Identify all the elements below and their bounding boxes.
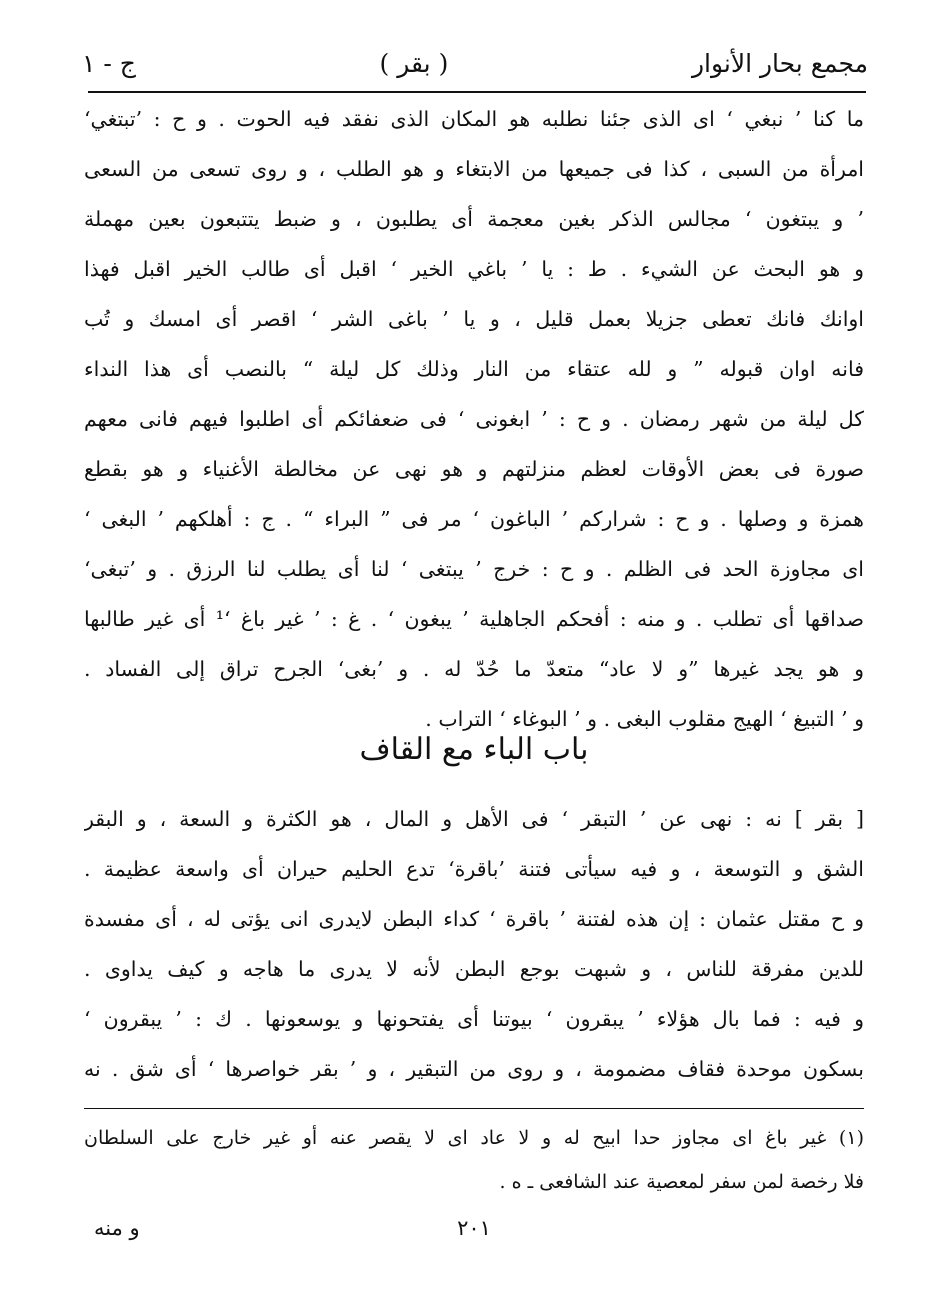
text-line: كل ليلة من شهر رمضان . و ح : ’ ابغونى ‘ فى ضعفائكم أى اطلبوا فيهم فانى معهم [84,407,864,431]
running-header [82,38,868,88]
text-line: و هو البحث عن الشيء . ط : يا ’ باغي الخير ‘ اقبل أى طالب الخير اقبل فهذا [84,257,864,281]
footnote-line: فلا رخصة لمن سفر لمعصية عند الشافعى ـ ه . [499,1171,864,1193]
text-line: همزة و وصلها . و ح : شراركم ’ الباغون ‘ مر فى ” البراء “ . ج : أهلكهم ’ البغى ‘ [84,507,864,531]
footnote-rule [84,1108,864,1109]
text-line: ما كنا ’ نبغي ‘ اى الذى جئنا نطلبه هو المكان الذى نفقد فيه الحوت . و ح : ’تبتغي‘ [84,107,864,131]
text-line: اوانك فانك تعطى جزيلا بعمل قليل ، و يا ’ باغى الشر ‘ اقصر أى امسك و تُب [84,307,864,331]
text-line: و ح مقتل عثمان : إن هذه لفتنة ’ باقرة ‘ كداء البطن لايدرى انى يؤتى له ، أى مفسدة [84,907,864,931]
text-line: ’ و يبتغون ‘ مجالس الذكر بغين معجمة أى يطلبون ، و ضبط يتتبعون بعين مهملة [84,207,864,231]
text-line: الشق و التوسعة ، و فيه سيأتى فتنة ’باقرة‘ تدع الحليم حيران أى واسعة عظيمة . [84,857,864,881]
entry-word: ( بقر ) [379,48,449,78]
page-footer [84,1208,864,1248]
text-line: للدين مفرقة للناس ، و شبهت بوجع البطن لأنه لا يدرى ما هاجه و كيف يداوى . [84,957,864,981]
text-line: صورة فى بعض الأوقات لعظم منزلتهم و هو نهى عن مخالطة الأغنياء و هو بقطع [84,457,864,481]
text-line: اى مجاوزة الحد فى الظلم . و ح : خرج ’ يبتغى ‘ لنا أى يطلب لنا الرزق . و ’تبغى‘ [84,557,864,581]
text-line: فانه اوان قبوله ” و لله عتقاء من النار وذلك كل ليلة “ بالنصب أى هذا النداء [84,357,864,381]
text-line: [ بقر ] نه : نهى عن ’ التبقر ‘ فى الأهل و المال ، هو الكثرة و السعة ، و البقر [84,807,864,831]
volume-label: ج - ١ [82,48,136,78]
footnotes [84,1116,864,1204]
footnote-line: (١) غير باغ اى مجاوز حدا ابيح له و لا عاد اى لا يقصر عنه أو غير خارج على السلطان [84,1127,864,1149]
book-title: مجمع بحار الأنوار [691,48,868,78]
text-line: صداقها أى تطلب . و منه : أفحكم الجاهلية ’ يبغون ‘ . غ : ’ غير باغ ‘¹ أى غير طالبها [84,607,864,631]
main-text-block-2 [84,794,864,1094]
header-rule [88,91,866,93]
text-line: و فيه : فما بال هؤلاء ’ يبقرون ‘ بيوتنا أى يفتحونها و يوسعونها . ك : ’ يبقرون ‘ [84,1007,864,1031]
catchword: و منه [94,1216,140,1240]
page-number: ٢٠١ [457,1216,491,1240]
text-line: بسكون موحدة فقاف مضمومة ، و روى من التبقير ، و ’ بقر خواصرها ‘ أى شق . نه [84,1057,864,1081]
text-line: و ’ التبيغ ‘ الهيج مقلوب البغى . و ’ البوغاء ‘ التراب . [425,707,864,731]
text-line: امرأة من السبى ، كذا فى جميعها من الابتغاء و هو الطلب ، و روى تسعى من السعى [84,157,864,181]
main-text-block-1 [84,94,864,744]
text-line: و هو يجد غيرها ”و لا عاد“ متعدّ ما حُدّ له . و ’بغى‘ الجرح تراق إلى الفساد . [84,657,864,681]
section-title: باب الباء مع القاف [359,732,589,767]
